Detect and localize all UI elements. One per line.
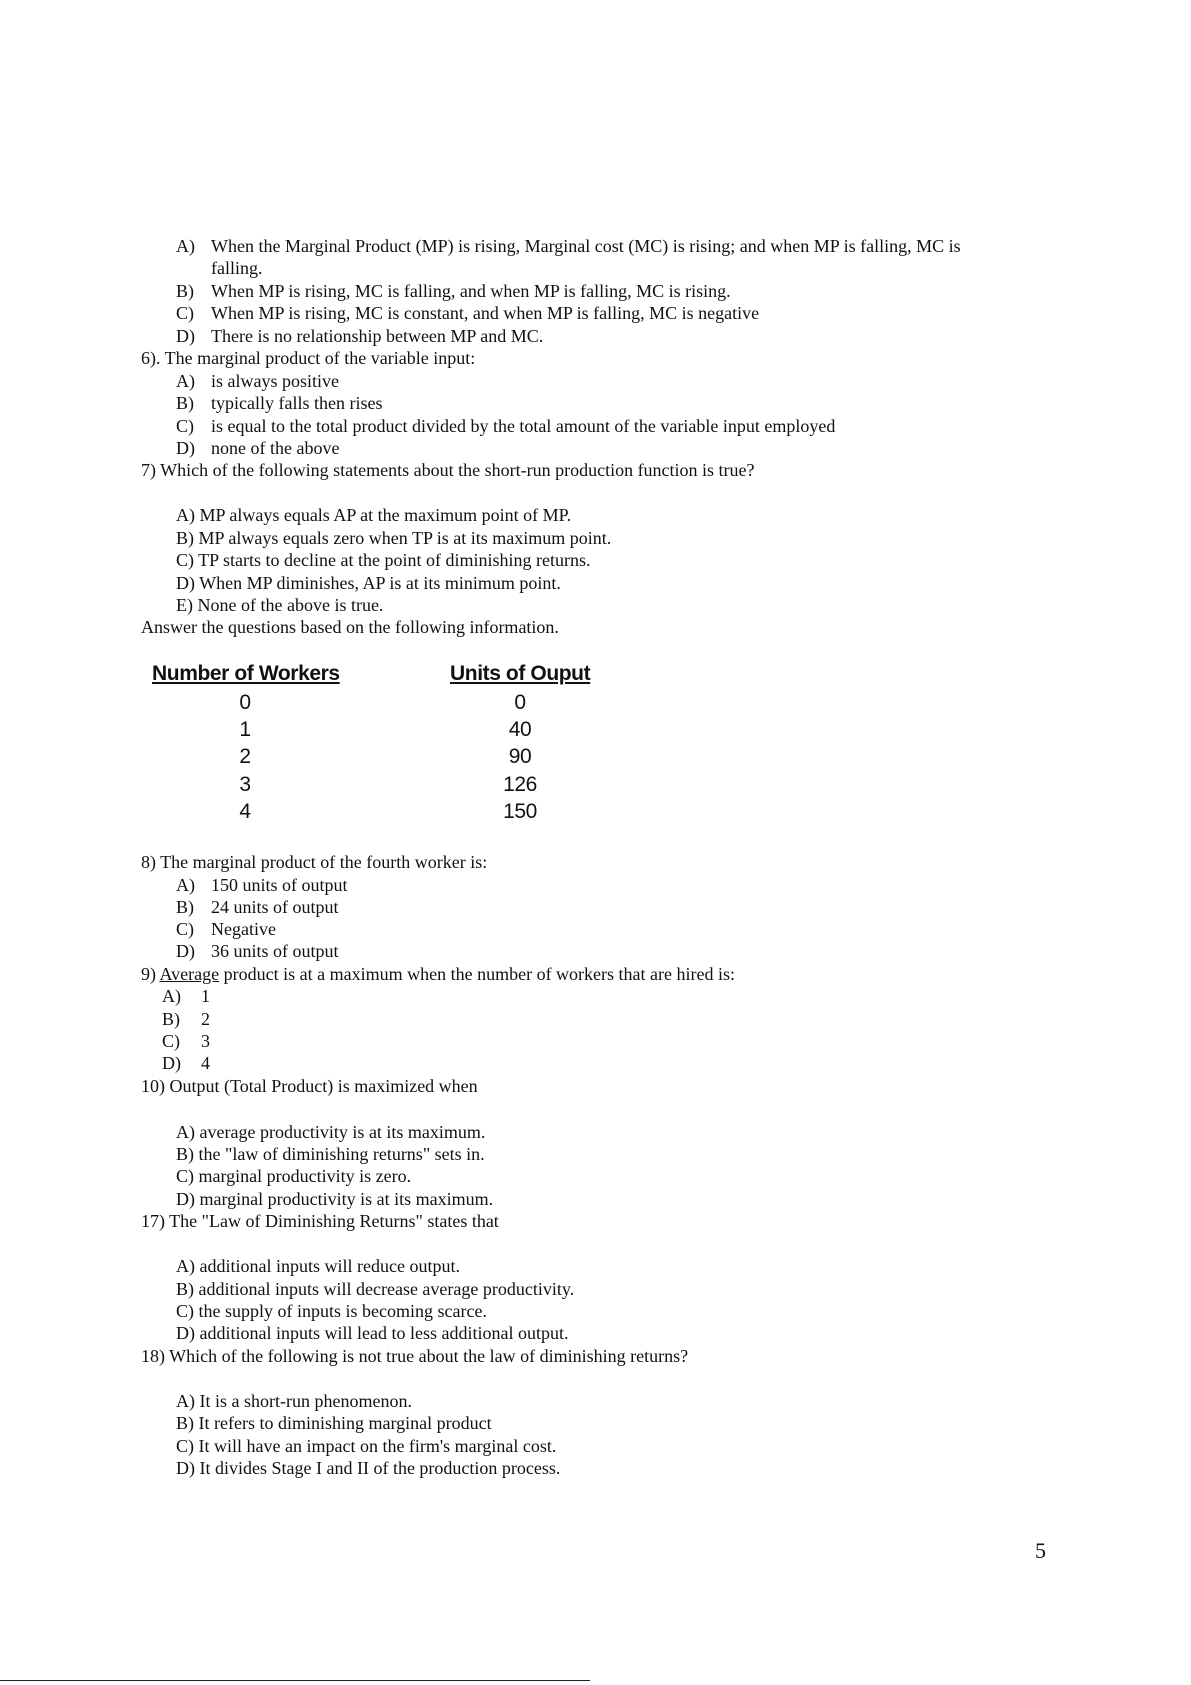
table-cell-output: 126	[503, 773, 537, 796]
q9-option-d-label: D)	[162, 1053, 181, 1073]
table-cell-workers: 1	[239, 718, 251, 741]
q8-option-b-label: B)	[176, 897, 194, 917]
q10-stem: 10) Output (Total Product) is maximized when	[141, 1076, 478, 1096]
q17-stem: 17) The "Law of Diminishing Returns" states that	[141, 1211, 499, 1231]
q9-option-a-text: 1	[201, 986, 210, 1006]
q9-option-c-label: C)	[162, 1031, 180, 1051]
table-header-output: Units of Ouput	[450, 662, 591, 685]
q6-option-b-label: B)	[176, 393, 194, 413]
q5-option-d-text: There is no relationship between MP and MC.	[211, 326, 544, 346]
q8-option-c-text: Negative	[211, 919, 276, 939]
q8-option-a-text: 150 units of output	[211, 875, 348, 895]
q9-option-b-label: B)	[162, 1009, 180, 1029]
q6-option-c-label: C)	[176, 416, 194, 436]
q8-option-a-label: A)	[176, 875, 195, 895]
q5-option-c-label: C)	[176, 303, 194, 323]
q8-option-d-text: 36 units of output	[211, 941, 339, 961]
q17-option-a: A) additional inputs will reduce output.	[176, 1256, 460, 1276]
q18-option-d: D) It divides Stage I and II of the production process.	[176, 1458, 561, 1478]
q5-option-a-label: A)	[176, 236, 195, 256]
q18-option-a: A) It is a short-run phenomenon.	[176, 1391, 412, 1411]
q6-option-a-text: is always positive	[211, 371, 339, 391]
q18-option-c: C) It will have an impact on the firm's marginal cost.	[176, 1436, 557, 1456]
q17-option-d: D) additional inputs will lead to less additional output.	[176, 1323, 569, 1343]
q7-option-e: E) None of the above is true.	[176, 595, 384, 615]
q6-option-b-text: typically falls then rises	[211, 393, 383, 413]
q6-stem: 6). The marginal product of the variable input:	[141, 348, 476, 368]
q8-option-c-label: C)	[176, 919, 194, 939]
q6-option-d-text: none of the above	[211, 438, 340, 458]
table-cell-workers: 2	[239, 745, 251, 768]
q10-option-d: D) marginal productivity is at its maximum.	[176, 1189, 494, 1209]
q9-stem-number: 9)	[141, 964, 156, 984]
table-cell-output: 90	[508, 745, 532, 768]
q7-option-d: D) When MP diminishes, AP is at its minimum point.	[176, 573, 561, 593]
q10-option-b: B) the "law of diminishing returns" sets in.	[176, 1144, 485, 1164]
q8-option-b-text: 24 units of output	[211, 897, 339, 917]
q5-option-a-text: When the Marginal Product (MP) is rising, Marginal cost (MC) is rising; and when MP is falling, MC is	[211, 236, 961, 256]
q9-stem	[141, 963, 735, 985]
q7-stem: 7) Which of the following statements about the short-run production function is true?	[141, 460, 755, 480]
q8-stem: 8) The marginal product of the fourth worker is:	[141, 852, 488, 872]
q6-option-c-text: is equal to the total product divided by the total amount of the variable input employed	[211, 416, 836, 436]
table-cell-output: 0	[514, 691, 526, 714]
table-header-workers: Number of Workers	[152, 662, 340, 685]
table-cell-output: 150	[503, 800, 537, 823]
q5-option-b-text: When MP is rising, MC is falling, and when MP is falling, MC is rising.	[211, 281, 731, 301]
q9-option-b-text: 2	[201, 1009, 210, 1029]
q5-option-d-label: D)	[176, 326, 195, 346]
footer-rule	[0, 1680, 590, 1681]
page-number: 5	[1035, 1538, 1046, 1563]
q9-stem-rest: product is at a maximum when the number of workers that are hired is:	[223, 964, 735, 984]
table-cell-workers: 3	[239, 773, 251, 796]
q17-option-c: C) the supply of inputs is becoming scarce.	[176, 1301, 487, 1321]
table-cell-workers: 0	[239, 691, 251, 714]
q5-option-a-continuation: falling.	[211, 258, 263, 278]
q6-option-a-label: A)	[176, 371, 195, 391]
q17-option-b: B) additional inputs will decrease average productivity.	[176, 1279, 575, 1299]
table-cell-output: 40	[508, 718, 532, 741]
info-intro: Answer the questions based on the following information.	[141, 617, 559, 637]
q7-option-c: C) TP starts to decline at the point of diminishing returns.	[176, 550, 591, 570]
q8-option-d-label: D)	[176, 941, 195, 961]
q9-option-c-text: 3	[201, 1031, 210, 1051]
q7-option-a: A) MP always equals AP at the maximum point of MP.	[176, 505, 572, 525]
q5-option-c-text: When MP is rising, MC is constant, and when MP is falling, MC is negative	[211, 303, 760, 323]
q10-option-a: A) average productivity is at its maximum.	[176, 1122, 486, 1142]
table-cell-workers: 4	[239, 800, 251, 823]
q5-option-b-label: B)	[176, 281, 194, 301]
q10-option-c: C) marginal productivity is zero.	[176, 1166, 412, 1186]
q9-option-d-text: 4	[201, 1053, 210, 1073]
q9-stem-underlined: Average	[159, 964, 220, 984]
q18-stem: 18) Which of the following is not true about the law of diminishing returns?	[141, 1346, 689, 1366]
q18-option-b: B) It refers to diminishing marginal product	[176, 1413, 492, 1433]
q7-option-b: B) MP always equals zero when TP is at its maximum point.	[176, 528, 612, 548]
q9-option-a-label: A)	[162, 986, 181, 1006]
q6-option-d-label: D)	[176, 438, 195, 458]
